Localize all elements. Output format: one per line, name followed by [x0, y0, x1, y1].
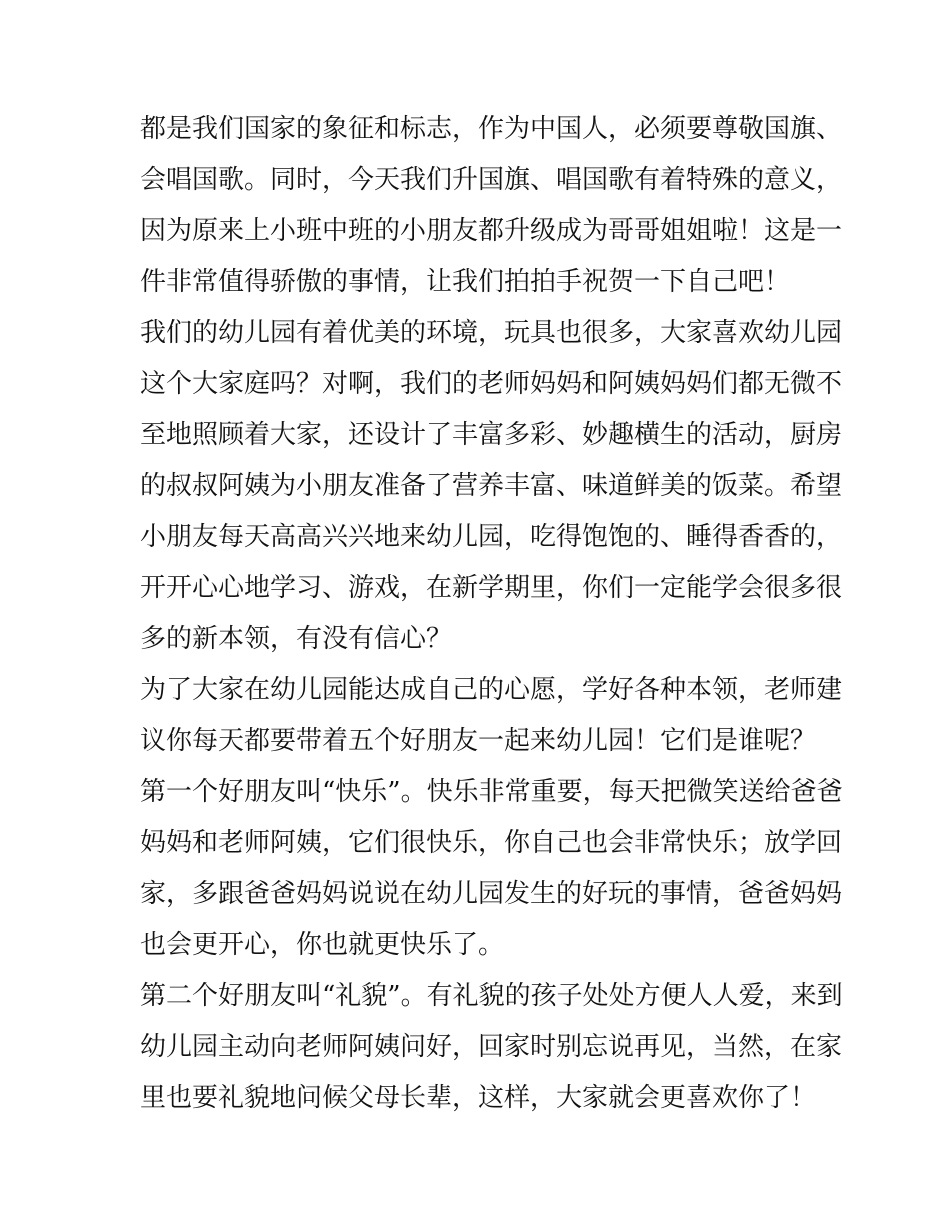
text-line: 第一个好朋友叫“快乐”。快乐非常重要，每天把微笑送给爸爸	[140, 777, 843, 807]
text-line: 因为原来上小班中班的小朋友都升级成为哥哥姐姐啦！这是一	[140, 216, 843, 246]
text-line: 小朋友每天高高兴兴地来幼儿园，吃得饱饱的、睡得香香的，	[140, 522, 843, 552]
text-line: 妈妈和老师阿姨，它们很快乐，你自己也会非常快乐；放学回	[140, 828, 843, 858]
text-line: 里也要礼貌地问候父母长辈，这样，大家就会更喜欢你了！	[140, 1083, 817, 1113]
text-line: 为了大家在幼儿园能达成自己的心愿，学好各种本领，老师建	[140, 675, 843, 705]
text-line: 这个大家庭吗？对啊，我们的老师妈妈和阿姨妈妈们都无微不	[140, 369, 843, 399]
text-line: 家，多跟爸爸妈妈说说在幼儿园发生的好玩的事情，爸爸妈妈	[140, 879, 843, 909]
text-line: 第二个好朋友叫“礼貌”。有礼貌的孩子处处方便人人爱，来到	[140, 981, 843, 1011]
text-line: 幼儿园主动向老师阿姨问好，回家时别忘说再见，当然，在家	[140, 1032, 843, 1062]
text-line: 开开心心地学习、游戏，在新学期里，你们一定能学会很多很	[140, 573, 843, 603]
text-line: 至地照顾着大家，还设计了丰富多彩、妙趣横生的活动，厨房	[140, 420, 843, 450]
text-line: 我们的幼儿园有着优美的环境，玩具也很多，大家喜欢幼儿园	[140, 318, 843, 348]
text-line: 件非常值得骄傲的事情，让我们拍拍手祝贺一下自己吧！	[140, 267, 791, 297]
text-line: 会唱国歌。同时，今天我们升国旗、唱国歌有着特殊的意义，	[140, 165, 843, 195]
text-line: 也会更开心，你也就更快乐了。	[140, 930, 505, 960]
text-line: 的叔叔阿姨为小朋友准备了营养丰富、味道鲜美的饭菜。希望	[140, 471, 843, 501]
document-body	[140, 104, 843, 1124]
text-line: 多的新本领，有没有信心？	[140, 624, 453, 654]
text-line: 都是我们国家的象征和标志，作为中国人，必须要尊敬国旗、	[140, 114, 843, 144]
text-line: 议你每天都要带着五个好朋友一起来幼儿园！它们是谁呢？	[140, 726, 817, 756]
